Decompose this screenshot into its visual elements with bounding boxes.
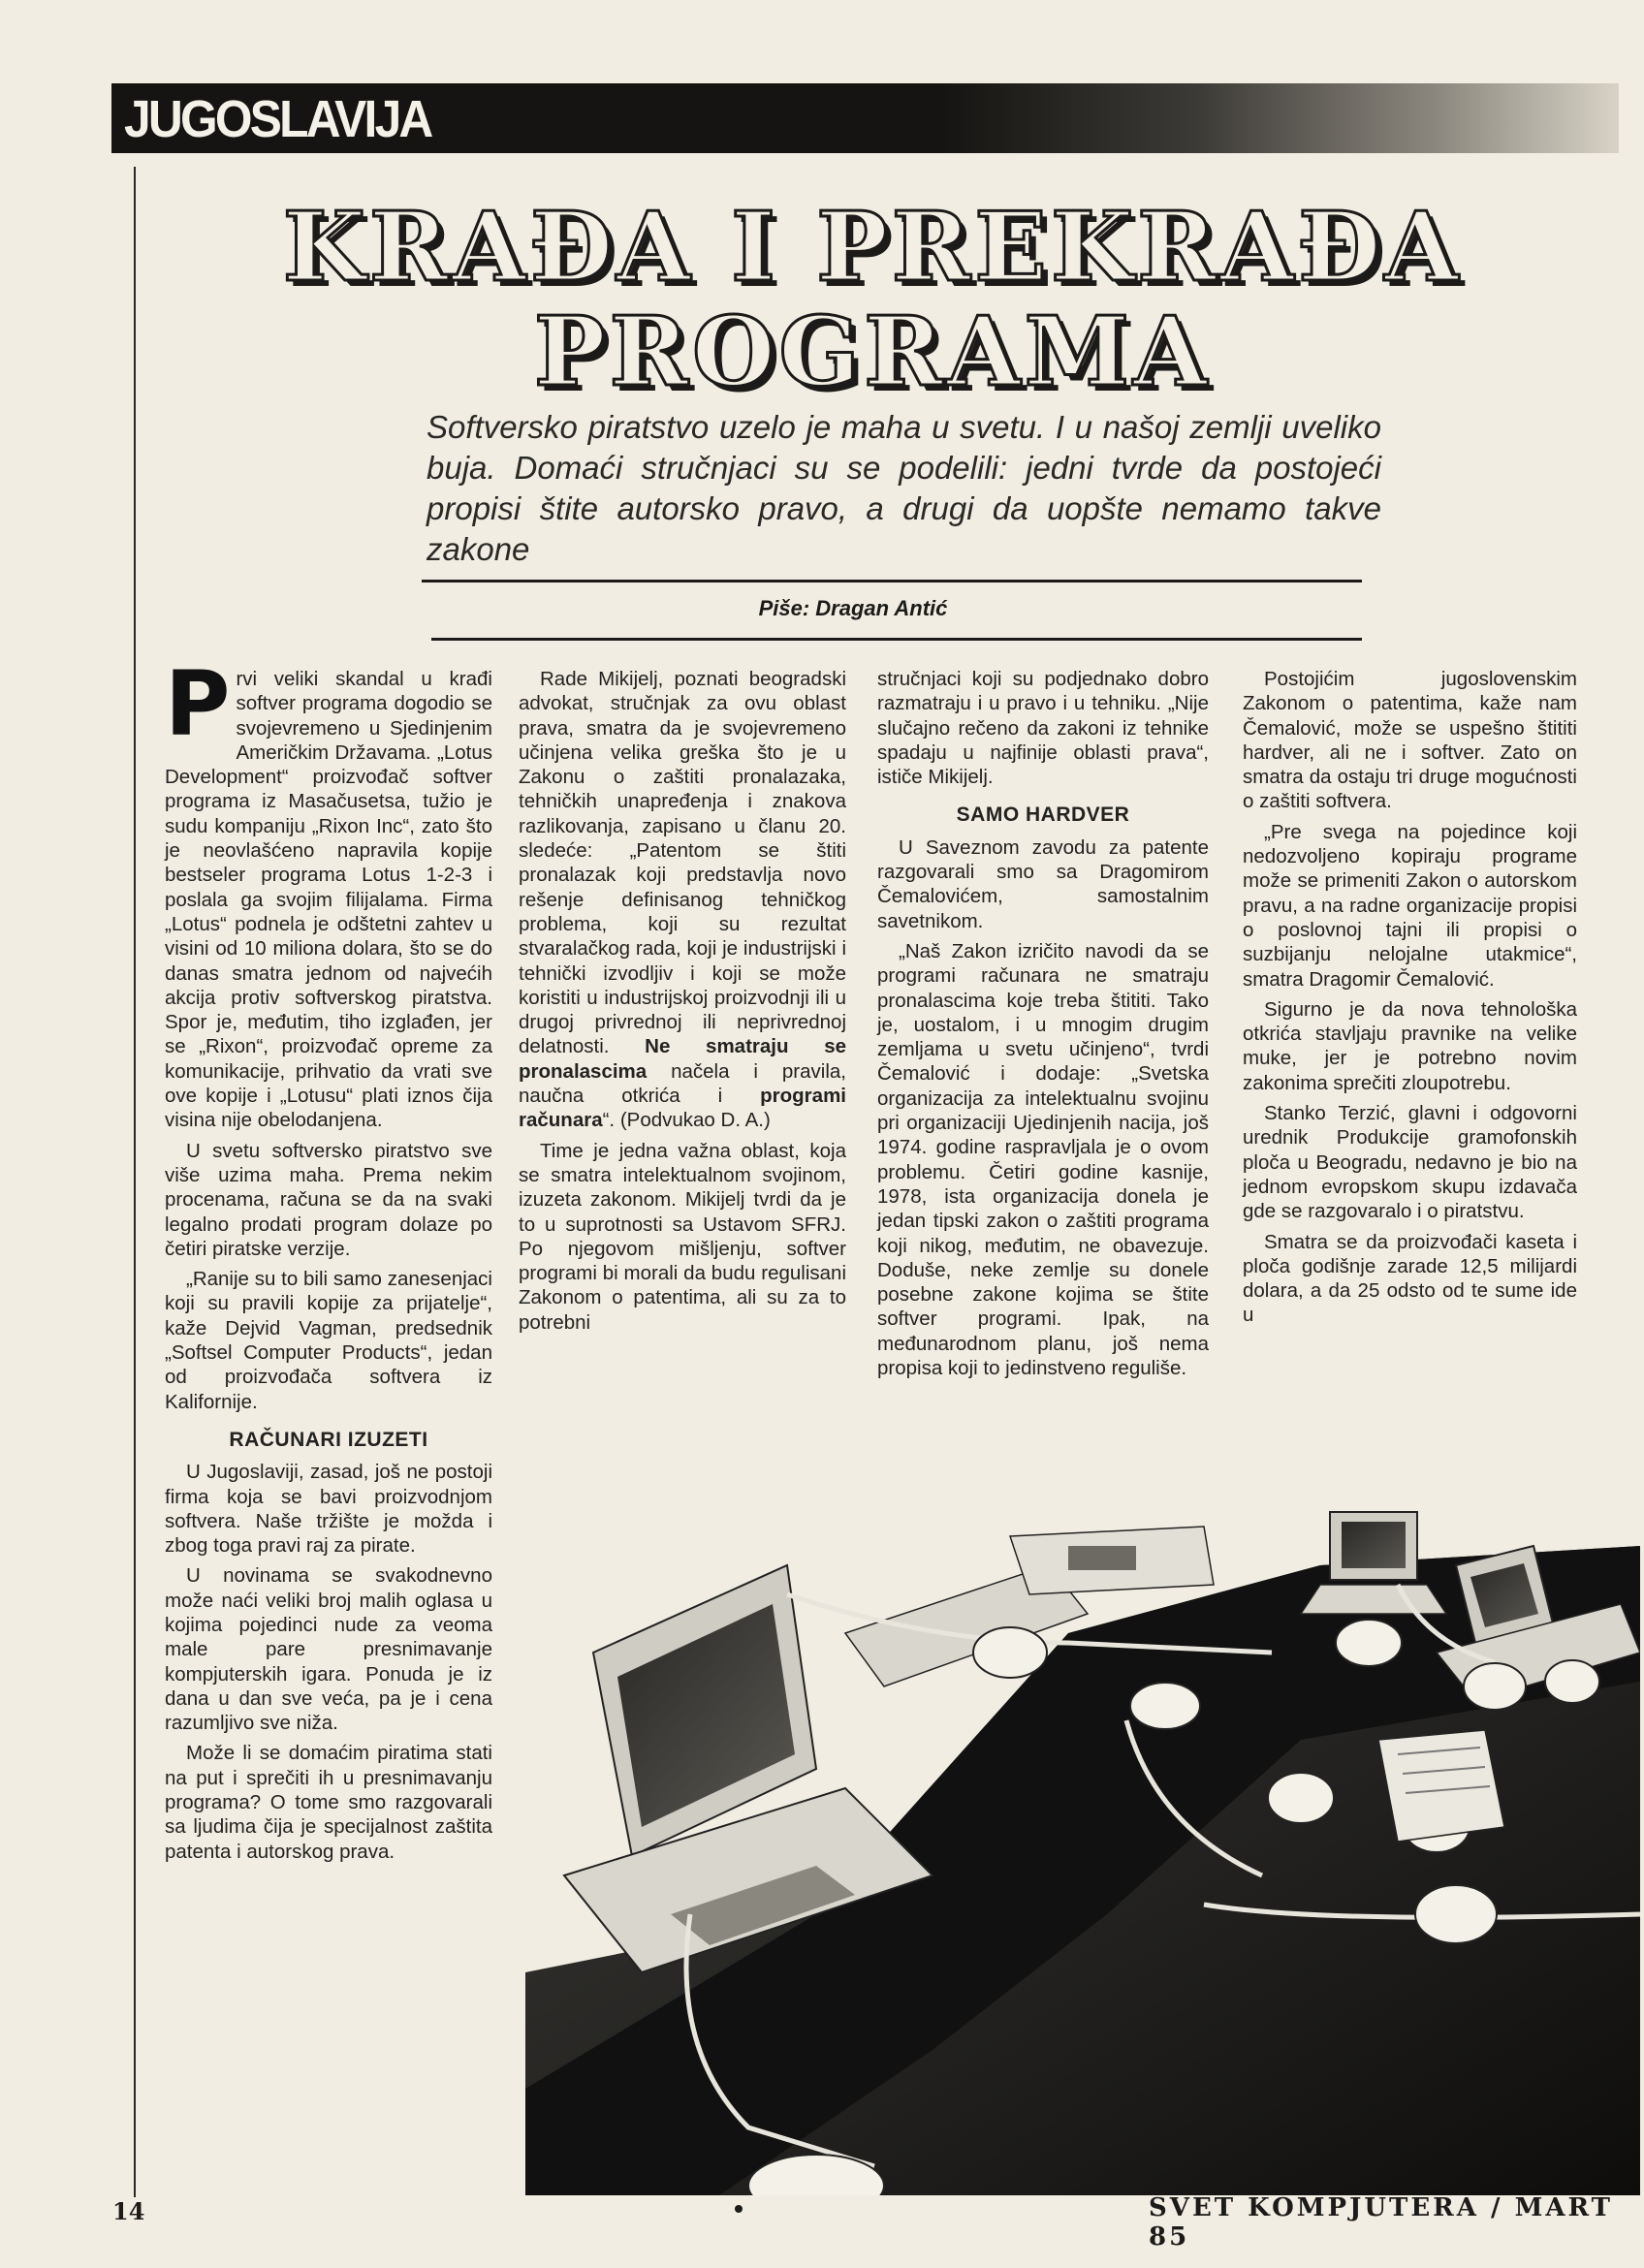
col2-bold-2: programi računara [519, 1085, 846, 1132]
col4-para-3: Sigurno je da nova tehnološka otkrića stavljaju pravnike na velike muke, jer je potrebno novim zakonima sprečiti zloupotrebu. [1243, 997, 1577, 1094]
headline-line-2: PROGRAMA [533, 297, 1212, 408]
magazine-footer: SVET KOMPJUTERA / MART 85 [1149, 2193, 1614, 2252]
byline: Piše: Dragan Antić [758, 596, 948, 620]
col3-para-2: U Saveznom zavodu za patente razgovarali smo sa Dragomirom Čemalovićem, samostalnim savetnikom. [877, 835, 1209, 932]
col3-para-3: „Naš Zakon izričito navodi da se programi računara ne smatraju pronalascima koje treba štititi. Tako je, uostalom, i u mnogim drugim zemljama u svetu učinjeno“, tvrdi Čemalović i dodaje: „Svetska organizacija za intelektualnu svojinu pri organizaciji Ujedinjenih nacija, još 1974. godine raspravljala je o ovom problemu. Četiri godine kasnije, 1978, ista organizacija donela je jedan tipski zakon o zaštiti programa koji nikog, međutim, ne obavezuje. Doduše, neke zemlje su donele posebne zakone kojima se štite softver programi. Ipak, na međunarodnom planu, još nema propisa koji to jedinstveno reguliše. [877, 939, 1209, 1380]
col1-para-6: Može li se domaćim piratima stati na put i sprečiti ih u presnimavanju programa? O tome smo razgovarali sa ljudima čija je specijalnost zaštita patenta i autorskog prava. [165, 1742, 492, 1863]
col4-para-2: „Pre svega na pojedince koji nedozvoljeno kopiraju programe može se primeniti Zakon o autorskom pravu, a na radne organizacije propisi o poslovnoj tajni ili propisi o suzbijanju nelojalne utakmice“, smatra Dragomir Čemalović. [1243, 820, 1577, 991]
footer-dot [735, 2205, 743, 2213]
illustration-computers-hands [525, 1507, 1640, 2195]
column-1 [165, 652, 492, 1870]
col1-para-2: U svetu softversko piratstvo sve više uzima maha. Prema nekim procenama, računa se da na svaki legalno prodati program dolaze po četiri piratske verzije. [165, 1139, 492, 1260]
col3-subheading: SAMO HARDVER [956, 803, 1130, 827]
col1-para-3: „Ranije su to bili samo zanesenjaci koji su pravili kopije za prijatelje“, kaže Dejvid Vagman, predsednik „Softsel Computer Products“, jedan od proizvođača softvera iz Kalifornije. [165, 1268, 492, 1413]
col4-para-5: Smatra se da proizvođači kaseta i ploča godišnje zarade 12,5 milijardi dolara, a da 25 odsto od te sume ide u [1243, 1230, 1577, 1327]
headline [145, 194, 1599, 407]
dropcap: P [165, 652, 231, 756]
col2-bold-1: Ne smatraju se pronalascima [519, 1035, 846, 1083]
rule-top [422, 580, 1362, 583]
printout-paper [1378, 1730, 1504, 1842]
page-number: 14 [112, 2197, 145, 2225]
col1-para-4: U Jugoslaviji, zasad, još ne postoji firma koja se bavi proizvodnjom softvera. Naše tržište je možda i zbog toga pravi raj za pirate. [165, 1461, 492, 1558]
headline-line-1: KRAĐA I PREKRAĐA [282, 192, 1463, 303]
rule-bottom [431, 638, 1362, 641]
col1-para-5: U novinama se svakodnevno može naći veliki broj malih oglasa u kojima pojedinci nude za veoma male pare presnimavanje kompjuterskih igara. Ponuda je iz dana u dan sve veća, pa je i cena razumljivo sve niža. [165, 1564, 492, 1735]
col3-para-1: stručnjaci koji su podjednako dobro razmatraju i u pravo i u tehniku. „Nije slučajno rečeno da zakoni iz tehnike spadaju u najfinije oblasti prava“, ističe Mikijelj. [877, 668, 1209, 789]
col4-para-4: Stanko Terzić, glavni i odgovorni urednik Produkcije gramofonskih ploča u Beogradu, nedavno je bio na jednom evropskom skupu izdavača gde se razgovaralo i o piratstvu. [1243, 1102, 1577, 1223]
column-4 [1243, 667, 1577, 1334]
frame-line [134, 167, 136, 2197]
col1-subheading: RAČUNARI IZUZETI [229, 1428, 428, 1451]
column-2 [519, 667, 846, 1340]
col2-para-2: Time je jedna važna oblast, koja se smatra intelektualnom svojinom, izuzeta zakonom. Mikijelj tvrdi da je to u suprotnosti sa Ustavom SFRJ. Po njegovom mišljenju, softver programi bi morali da budu regulisani Zakonom o patentima, ali su za to potrebni [519, 1139, 846, 1334]
col2-para-1: Rade Mikijelj, poznati beogradski advokat, stručnjak za ovu oblast prava, smatra da je svojevremeno učinjena velika greška što je u Zakonu o zaštiti pronalazaka, tehničkih unapređenja i znakova razlikovanja, zapisano u članu 20. sledeće: „Patentom se štiti pronalazak koji predstavlja novo rešenje definisanog tehničkog problema, koji su rezultat stvaralačkog rada, koji je industrijski i tehnički izvodljiv i koji se može koristiti u industrijskoj proizvodnji ili u drugoj privrednoj ili neprivrednoj delatnosti. Ne smatraju se pronalascima načela i pravila, naučna otkrića i programi računara“. (Podvukao D. A.) [519, 668, 846, 1132]
col4-para-1: Postojićim jugoslovenskim Zakonom o patentima, kaže nam Čemalović, može se uspešno štititi hardver, ali ne i softver. Zato on smatra da ostaju tri druge mogućnosti o zaštiti softvera. [1243, 668, 1577, 813]
section-label: JUGOSLAVIJA [124, 90, 431, 148]
column-3 [877, 667, 1209, 1386]
subtitle: Softversko piratstvo uzelo je maha u svetu. I u našoj zemlji uveliko buja. Domaći stručnjaci su se podelili: jedni tvrde da postojeći propisi štite autorsko pravo, a drugi da uopšte nemamo takve zakone [427, 409, 1381, 567]
col1-para-1: Prvi veliki skandal u krađi softver programa dogodio se svojevremeno u Sjedinjenim Američkim Državama. „Lotus Development“ proizvođač softver programa iz Masačusetsa, tužio je sudu kompaniju „Rixon Inc“, zato što je neovlašćeno napravila kopije bestseler programa Lotus 1-2-3 i poslala ga svojim filijalama. Firma „Lotus“ podnela je odštetni zahtev u visini od 10 miliona dolara, što se do danas smatra jednom od najvećih akcija protiv softverskog piratstva. Spor je, međutim, tiho izglađen, jer se „Rixon“, proizvođač opreme za komunikacije, prihvatio da vrati sve ove kopije i „Lotusu“ plati iznos čija visina nije obelodanjena. [165, 652, 492, 1132]
